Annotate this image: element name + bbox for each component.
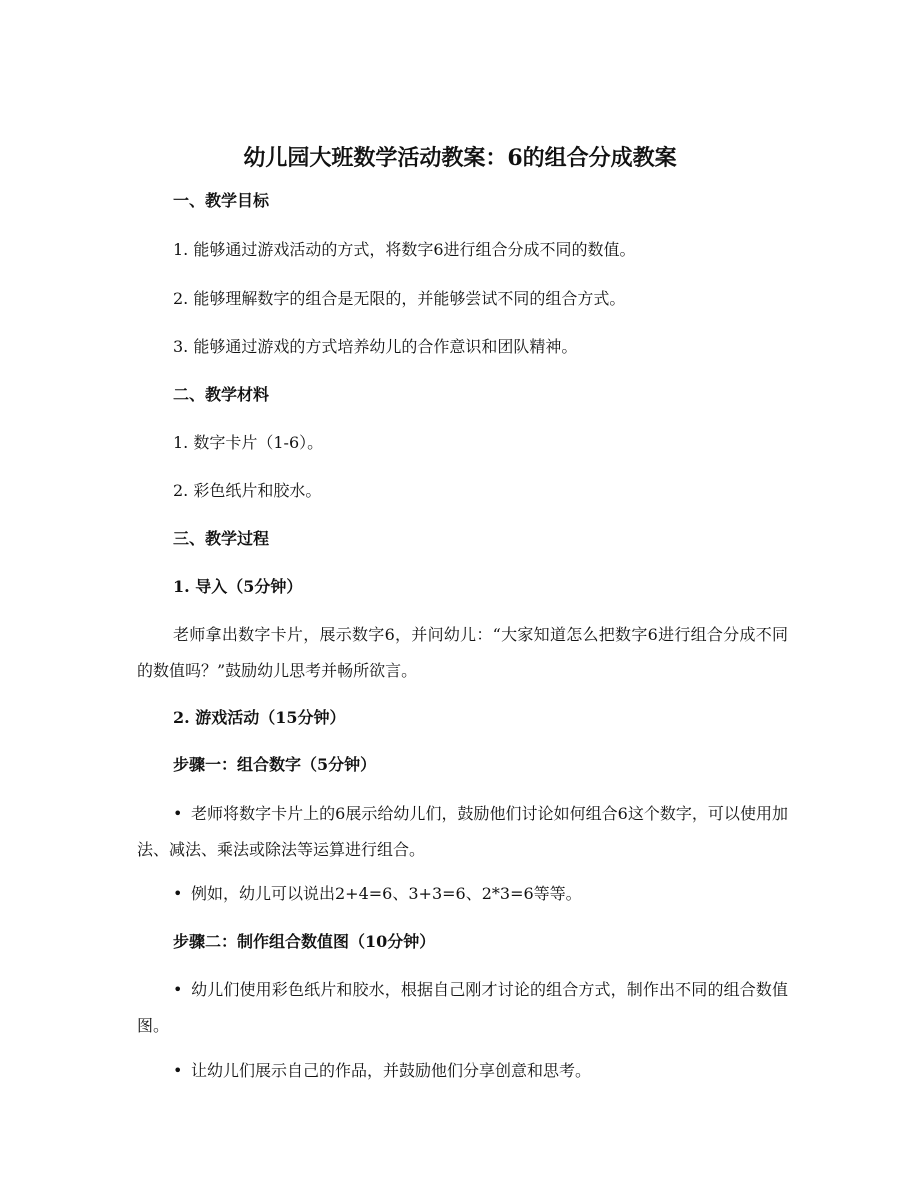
bullet-text: 例如，幼儿可以说出2+4=6、3+3=6、2*3=6等等。 bbox=[191, 884, 582, 903]
objective-item-3: 3. 能够通过游戏的方式培养幼儿的合作意识和团队精神。 bbox=[173, 337, 578, 356]
substep-heading-chart: 步骤二：制作组合数值图（10分钟） bbox=[173, 932, 436, 951]
objective-item-1: 1. 能够通过游戏活动的方式，将数字6进行组合分成不同的数值。 bbox=[173, 240, 636, 259]
bullet-icon: • bbox=[173, 884, 183, 903]
material-item-2: 2. 彩色纸片和胶水。 bbox=[173, 481, 322, 500]
step-heading-game: 2. 游戏活动（15分钟） bbox=[173, 708, 346, 727]
step-heading-intro: 1. 导入（5分钟） bbox=[173, 577, 303, 596]
list-item bbox=[137, 972, 788, 1044]
bullet-icon: • bbox=[173, 1061, 183, 1080]
objective-item-2: 2. 能够理解数字的组合是无限的，并能够尝试不同的组合方式。 bbox=[173, 289, 626, 308]
bullet-text: 让幼儿们展示自己的作品，并鼓励他们分享创意和思考。 bbox=[191, 1061, 592, 1080]
list-item bbox=[137, 876, 788, 912]
material-item-1: 1. 数字卡片（1-6）。 bbox=[173, 433, 324, 452]
bullet-text: 老师将数字卡片上的6展示给幼儿们，鼓励他们讨论如何组合6这个数字，可以使用加法、减法、乘法或除法等运算进行组合。 bbox=[137, 804, 788, 859]
document-title: 幼儿园大班数学活动教案：6的组合分成教案 bbox=[243, 145, 677, 171]
intro-paragraph: 老师拿出数字卡片，展示数字6，并问幼儿：“大家知道怎么把数字6进行组合分成不同的数值吗？”鼓励幼儿思考并畅所欲言。 bbox=[137, 625, 788, 680]
section-heading-materials: 二、教学材料 bbox=[173, 385, 270, 404]
bullet-icon: • bbox=[173, 804, 183, 823]
substep-heading-combine: 步骤一：组合数字（5分钟） bbox=[173, 755, 377, 774]
list-item bbox=[137, 1053, 788, 1089]
list-item bbox=[137, 796, 788, 868]
bullet-text: 幼儿们使用彩色纸片和胶水，根据自己刚才讨论的组合方式，制作出不同的组合数值图。 bbox=[137, 980, 788, 1035]
section-heading-objectives: 一、教学目标 bbox=[173, 191, 270, 210]
section-heading-process: 三、教学过程 bbox=[173, 529, 270, 548]
bullet-icon: • bbox=[173, 980, 183, 999]
